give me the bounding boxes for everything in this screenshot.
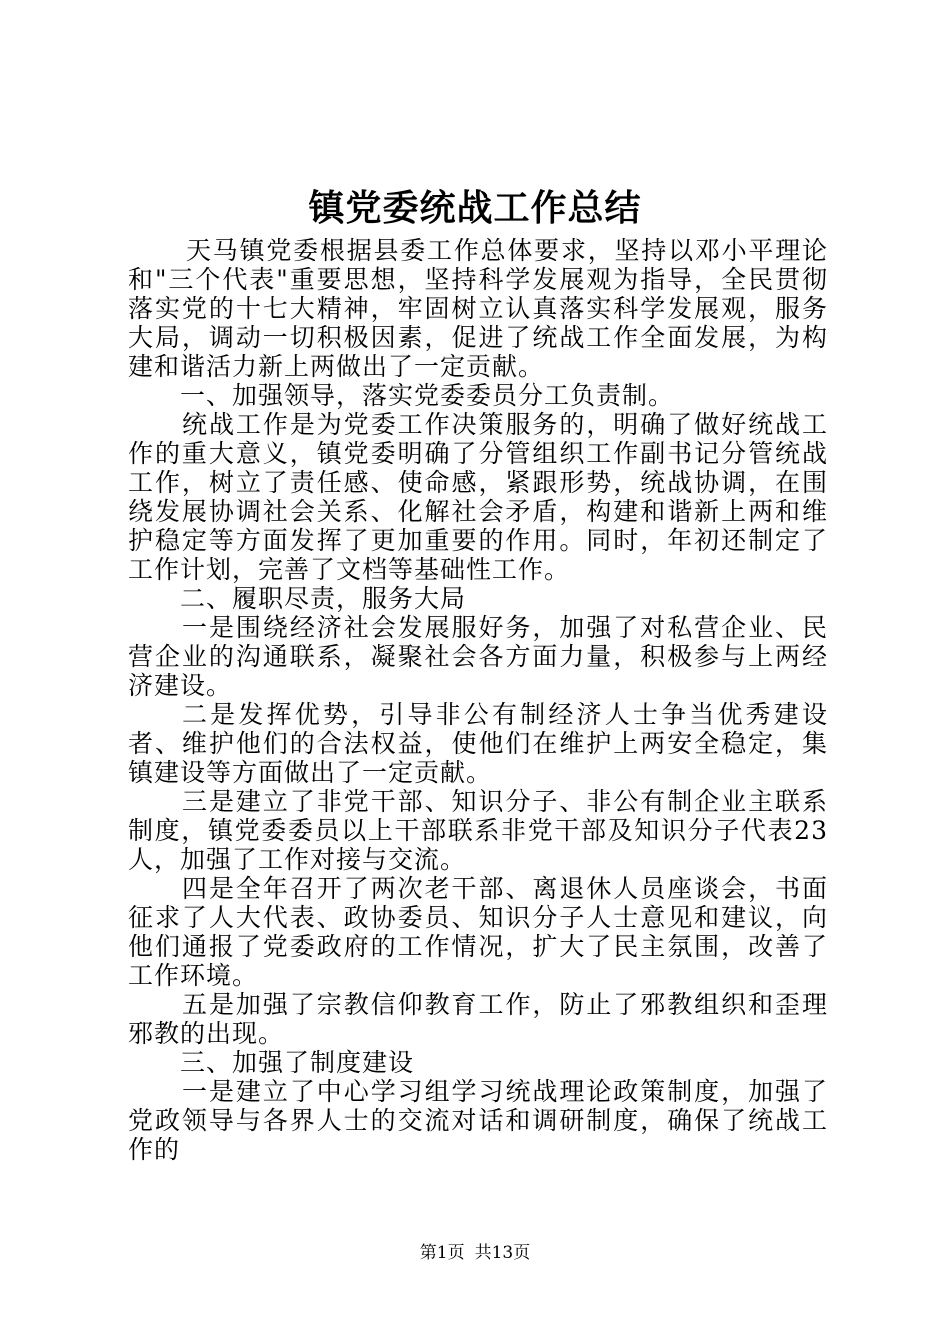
- page-footer: [0, 1241, 950, 1265]
- document-body: [128, 236, 828, 1164]
- section-heading-1: 一、加强领导，落实党委委员分工负责制。: [180, 381, 675, 410]
- paragraph: 一是建立了中心学习组学习统战理论政策制度，加强了党政领导与各界人士的交流对话和调研制度，确保了统战工作的: [128, 1077, 828, 1164]
- section-heading-2: 二、履职尽责，服务大局: [180, 584, 467, 613]
- paragraph: 一是围绕经济社会发展服好务，加强了对私营企业、民营企业的沟通联系，凝聚社会各方面力量，积极参与上两经济建设。: [128, 613, 828, 700]
- paragraph-intro: 天马镇党委根据县委工作总体要求，坚持以邓小平理论和"三个代表"重要思想，坚持科学发展观为指导，全民贯彻落实党的十七大精神，牢固树立认真落实科学发展观，服务大局，调动一切积极因素，促进了统战工作全面发展，为构建和谐活力新上两做出了一定贡献。: [128, 236, 828, 381]
- paragraph: 三是建立了非党干部、知识分子、非公有制企业主联系制度，镇党委委员以上干部联系非党干部及知识分子代表23人，加强了工作对接与交流。: [128, 787, 828, 874]
- section-heading-3: 三、加强了制度建设: [180, 1048, 415, 1077]
- paragraph: 四是全年召开了两次老干部、离退休人员座谈会，书面征求了人大代表、政协委员、知识分子人士意见和建议，向他们通报了党委政府的工作情况，扩大了民主氛围，改善了工作环境。: [128, 874, 828, 990]
- document-title: 镇党委统战工作总结: [308, 187, 642, 229]
- page-total: 共13页: [474, 1243, 531, 1263]
- paragraph: 二是发挥优势，引导非公有制经济人士争当优秀建设者、维护他们的合法权益，使他们在维护上两安全稳定，集镇建设等方面做出了一定贡献。: [128, 700, 828, 787]
- page-number: 第1页: [419, 1243, 465, 1263]
- paragraph: 五是加强了宗教信仰教育工作，防止了邪教组织和歪理邪教的出现。: [128, 990, 828, 1048]
- paragraph: 统战工作是为党委工作决策服务的，明确了做好统战工作的重大意义，镇党委明确了分管组织工作副书记分管统战工作，树立了责任感、使命感，紧跟形势，统战协调，在围绕发展协调社会关系、化解社会矛盾，构建和谐新上两和维护稳定等方面发挥了更加重要的作用。同时，年初还制定了工作计划，完善了文档等基础性工作。: [128, 410, 828, 584]
